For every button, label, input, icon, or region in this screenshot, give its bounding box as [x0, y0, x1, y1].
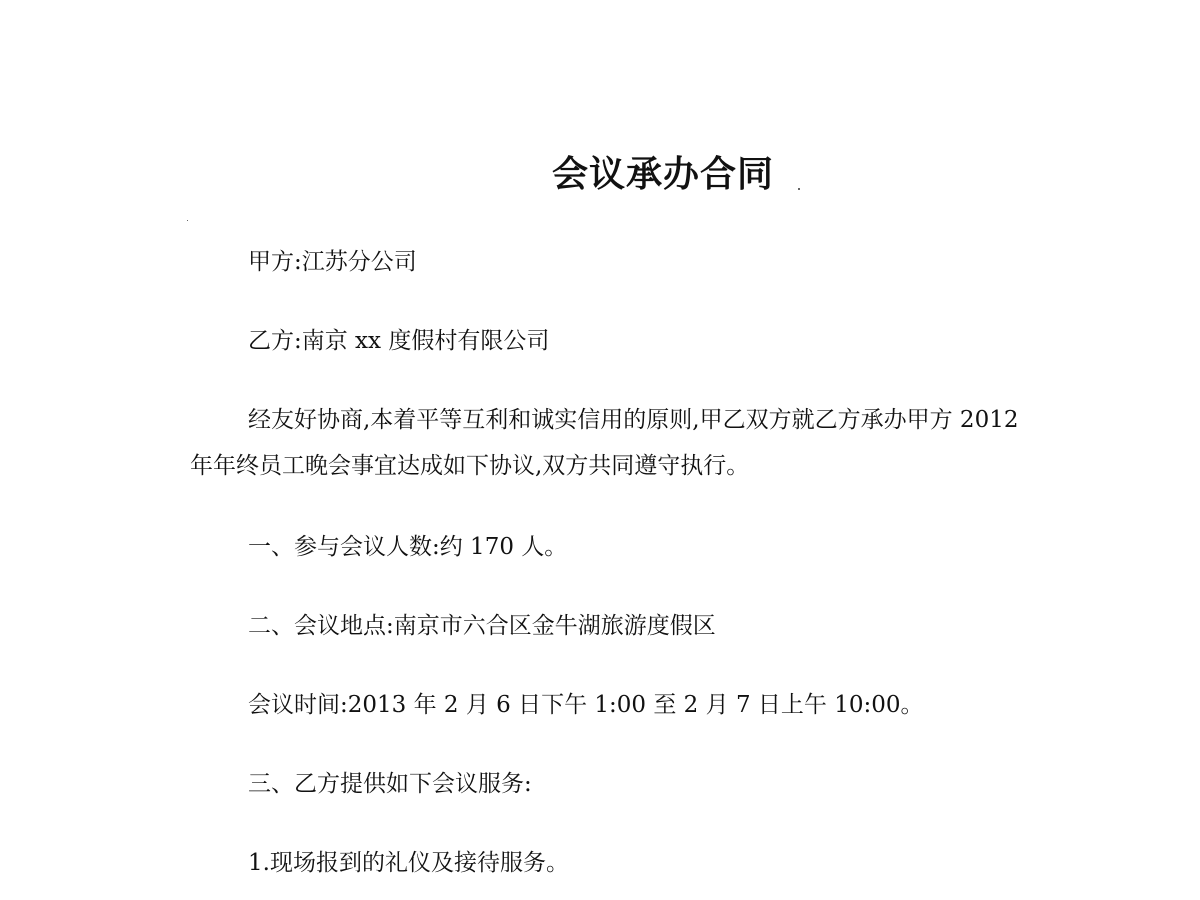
- scan-speck: [187, 220, 188, 221]
- clause-attendance: 一、参与会议人数:约 170 人。: [248, 534, 568, 560]
- document-title: 会议承办合同: [552, 154, 775, 195]
- party-a-line: 甲方:江苏分公司: [248, 249, 417, 275]
- clause-location: 二、会议地点:南京市六合区金牛湖旅游度假区: [248, 613, 716, 639]
- service-item-1: 1.现场报到的礼仪及接待服务。: [248, 850, 569, 876]
- intro-paragraph-line-1: 经友好协商,本着平等互利和诚实信用的原则,甲乙双方就乙方承办甲方 2012: [248, 407, 1019, 433]
- clause-services: 三、乙方提供如下会议服务:: [248, 771, 532, 797]
- party-b-line: 乙方:南京 xx 度假村有限公司: [248, 328, 550, 354]
- clause-meeting-time: 会议时间:2013 年 2 月 6 日下午 1:00 至 2 月 7 日上午 10:00。: [248, 692, 924, 718]
- scan-speck: [798, 188, 800, 190]
- intro-paragraph-line-2: 年年终员工晚会事宜达成如下协议,双方共同遵守执行。: [190, 453, 750, 479]
